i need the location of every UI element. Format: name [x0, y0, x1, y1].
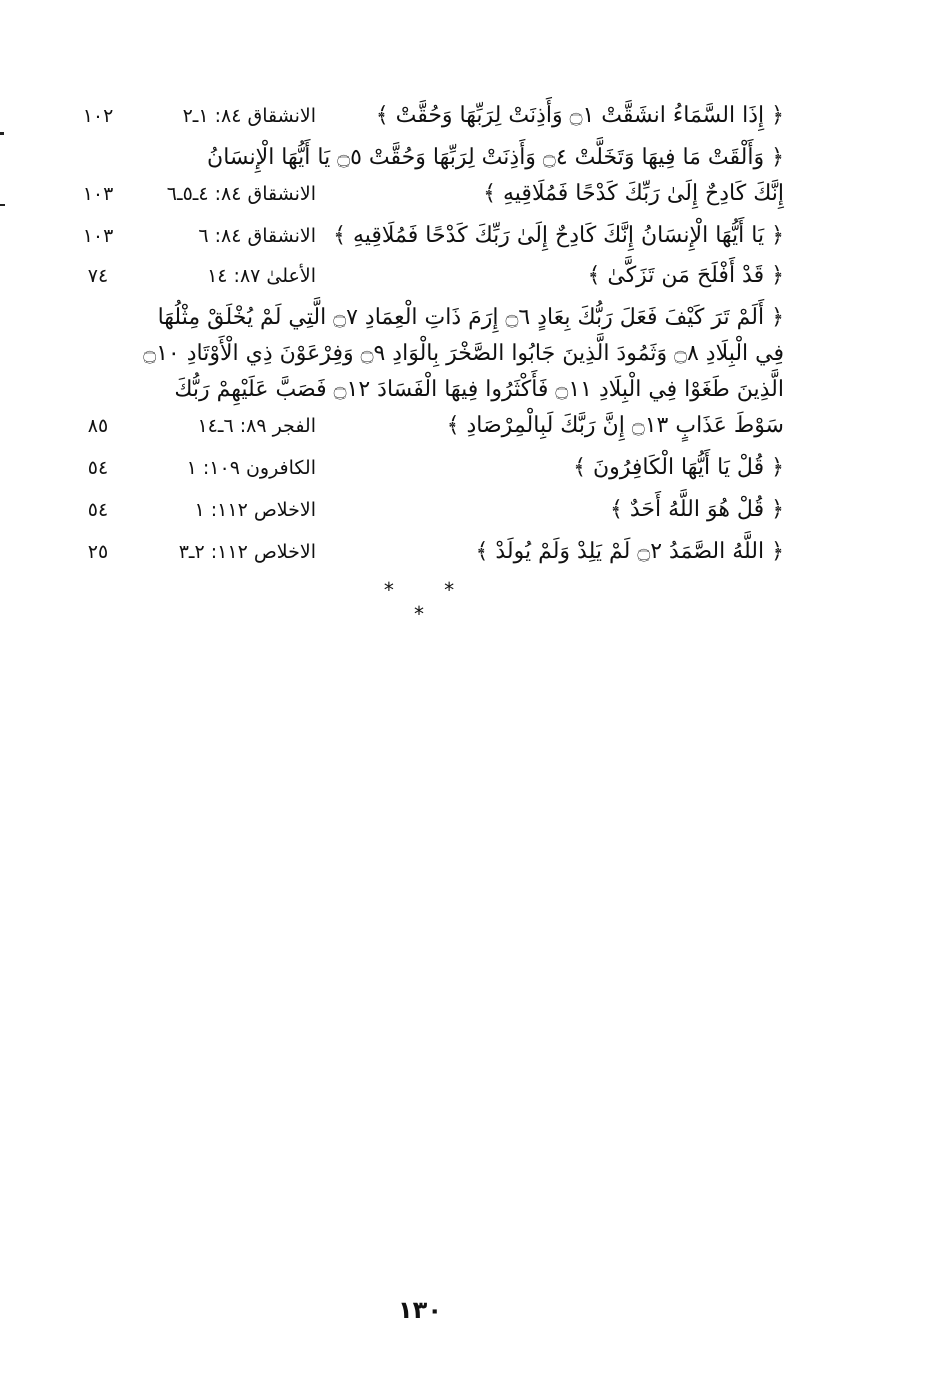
surah-reference: الانشقاق ٨٤: ١ـ٢ [182, 105, 316, 127]
surah-reference: الاخلاص ١١٢: ١ [194, 499, 316, 521]
surah-reference: الكافرون ١٠٩: ١ [186, 457, 316, 479]
verse-text: ﴿ قُلْ يَا أَيُّهَا الْكَافِرُونَ ﴾ [573, 455, 784, 480]
verse-text: الَّذِينَ طَغَوْا فِي الْبِلَادِ ۝١١ فَأَكْثَرُوا فِيهَا الْفَسَادَ ۝١٢ فَصَبَّ عَلَيْهِمْ رَبُّكَ [174, 377, 784, 402]
page-reference: ٥٤ [87, 499, 109, 521]
verse-entry [0, 256, 936, 296]
page-reference: ٥٤ [87, 457, 109, 479]
margin-speck [0, 132, 4, 135]
verse-text: ﴿ إِذَا السَّمَاءُ انشَقَّتْ ۝١ وَأَذِنَتْ لِرَبِّهَا وَحُقَّتْ ﴾ [375, 103, 784, 128]
verse-entry [0, 532, 936, 572]
verse-entry [0, 448, 936, 488]
verse-text: ﴿ يَا أَيُّهَا الْإِنسَانُ إِنَّكَ كَادِحٌ إِلَىٰ رَبِّكَ كَدْحًا فَمُلَاقِيهِ ﴾ [333, 223, 784, 248]
verse-entry [0, 138, 936, 178]
page-reference: ٨٥ [87, 415, 109, 437]
page-number: ١٣٠ [398, 1296, 442, 1324]
surah-reference: الانشقاق ٨٤: ٤ـ٥ـ٦ [166, 183, 316, 205]
verse-entry [0, 174, 936, 214]
verse-entry [0, 216, 936, 256]
page-reference: ٢٥ [87, 541, 109, 563]
surah-reference: الفجر ٨٩: ٦ـ١٤ [197, 415, 316, 437]
verse-text: ﴿ اللَّهُ الصَّمَدُ ۝٢ لَمْ يَلِدْ وَلَمْ يُولَدْ ﴾ [475, 539, 784, 564]
surah-reference: الانشقاق ٨٤: ٦ [198, 225, 316, 247]
section-separator: * * * [383, 578, 477, 626]
page-reference: ١٠٢ [82, 105, 114, 127]
verse-text: ﴿ وَأَلْقَتْ مَا فِيهَا وَتَخَلَّتْ ۝٤ وَأَذِنَتْ لِرَبِّهَا وَحُقَّتْ ۝٥ يَا أَيُّهَا الْإِنسَانُ [207, 145, 784, 170]
page-reference: ١٠٣ [82, 183, 114, 205]
surah-reference: الاخلاص ١١٢: ٢ـ٣ [178, 541, 316, 563]
verse-entry [0, 406, 936, 446]
verse-entry [0, 96, 936, 136]
verse-text: ﴿ قَدْ أَفْلَحَ مَن تَزَكَّىٰ ﴾ [587, 263, 784, 288]
margin-speck [0, 204, 5, 206]
verse-text: إِنَّكَ كَادِحٌ إِلَىٰ رَبِّكَ كَدْحًا فَمُلَاقِيهِ ﴾ [483, 181, 784, 206]
verse-text: فِي الْبِلَادِ ۝٨ وَثَمُودَ الَّذِينَ جَابُوا الصَّخْرَ بِالْوَادِ ۝٩ وَفِرْعَوْنَ ذِي الْأَوْتَادِ ۝١٠ [143, 341, 784, 366]
verse-entry [0, 370, 936, 410]
page-reference: ٧٤ [87, 265, 109, 287]
verse-text: سَوْطَ عَذَابٍ ۝١٣ إِنَّ رَبَّكَ لَبِالْمِرْصَادِ ﴾ [446, 413, 784, 438]
verse-text: ﴿ أَلَمْ تَرَ كَيْفَ فَعَلَ رَبُّكَ بِعَادٍ ۝٦ إِرَمَ ذَاتِ الْعِمَادِ ۝٧ الَّتِي لَمْ يُخْلَقْ مِثْلُهَا [157, 305, 784, 330]
verse-entry [0, 334, 936, 374]
verse-entry [0, 298, 936, 338]
page-reference: ١٠٣ [82, 225, 114, 247]
verse-text: ﴿ قُلْ هُوَ اللَّهُ أَحَدٌ ﴾ [609, 497, 784, 522]
verse-entry [0, 490, 936, 530]
surah-reference: الأعلىٰ ٨٧: ١٤ [207, 265, 316, 287]
